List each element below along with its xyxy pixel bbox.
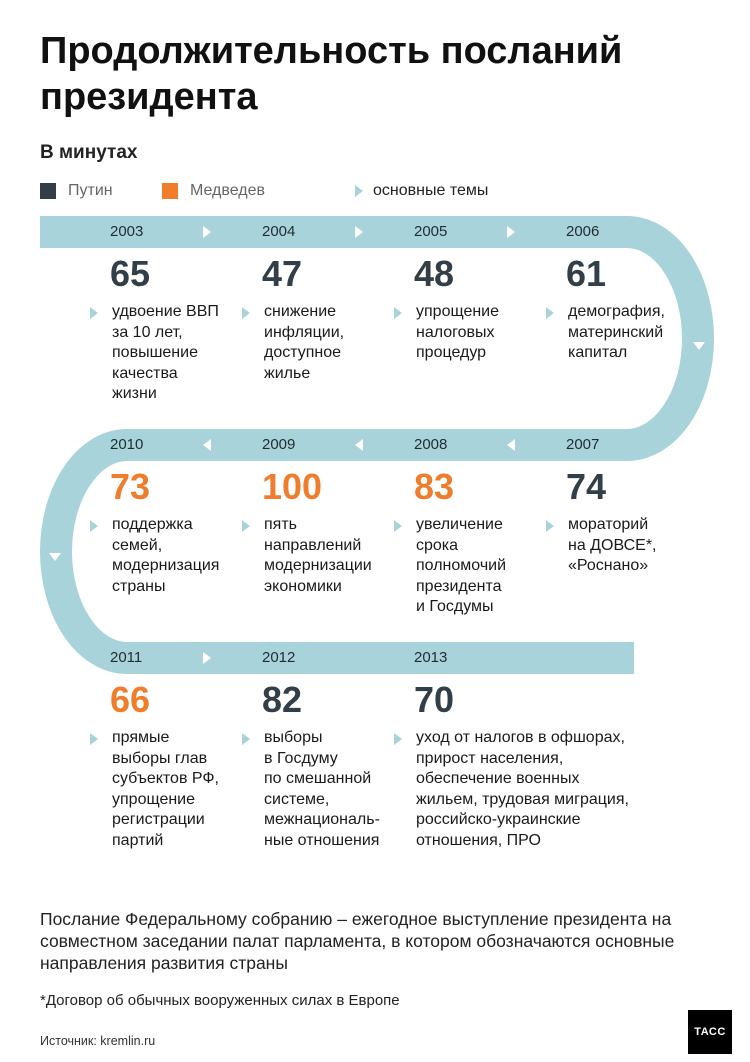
duration-value: 82 bbox=[262, 679, 303, 720]
page-title: Продолжительность посланий президента bbox=[40, 30, 623, 118]
topic-triangle-icon bbox=[394, 520, 402, 532]
topics-list bbox=[90, 728, 219, 851]
source: Источник: kremlin.ru bbox=[40, 1034, 156, 1048]
topics-list bbox=[546, 515, 657, 577]
topic-triangle-icon bbox=[242, 520, 250, 532]
topic-triangle-icon bbox=[546, 307, 554, 319]
year-label: 2012 bbox=[262, 649, 296, 666]
topic-triangle-icon bbox=[546, 520, 554, 532]
topic-text: пять направлений модернизации экономики bbox=[264, 516, 372, 595]
duration-value: 83 bbox=[414, 466, 455, 507]
topics-list bbox=[394, 728, 629, 851]
legend-themes-label: основные темы bbox=[373, 182, 489, 199]
duration-value: 100 bbox=[262, 466, 323, 507]
topic-text: упрощение налоговых процедур bbox=[416, 303, 500, 361]
topic-text: снижение инфляции, доступное жилье bbox=[264, 303, 345, 382]
year-label: 2013 bbox=[414, 649, 448, 666]
topic-text: демография, материнский капитал bbox=[568, 303, 665, 361]
duration-value: 73 bbox=[110, 466, 151, 507]
duration-value: 74 bbox=[566, 466, 607, 507]
year-label: 2004 bbox=[262, 223, 296, 240]
year-label: 2008 bbox=[414, 436, 448, 453]
topic-triangle-icon bbox=[394, 733, 402, 745]
topic-triangle-icon bbox=[90, 307, 98, 319]
topic-triangle-icon bbox=[242, 307, 250, 319]
duration-value: 66 bbox=[110, 679, 151, 720]
duration-value: 61 bbox=[566, 253, 607, 294]
duration-value: 70 bbox=[414, 679, 455, 720]
legend-putin-label: Путин bbox=[68, 182, 113, 199]
topics-list bbox=[242, 302, 344, 384]
year-label: 2006 bbox=[566, 223, 600, 240]
year-label: 2009 bbox=[262, 436, 296, 453]
year-label: 2005 bbox=[414, 223, 448, 240]
year-label: 2003 bbox=[110, 223, 144, 240]
topics-list bbox=[546, 302, 665, 364]
tass-logo: ТАСС bbox=[688, 1010, 732, 1054]
topics-list bbox=[90, 515, 219, 597]
topic-triangle-icon bbox=[394, 307, 402, 319]
topic-triangle-icon bbox=[90, 733, 98, 745]
topic-triangle-icon bbox=[242, 733, 250, 745]
legend-medvedev-label: Медведев bbox=[190, 182, 265, 199]
topic-triangle-icon bbox=[90, 520, 98, 532]
topic-text: увеличение срока полномочий президента и Госдумы bbox=[416, 516, 507, 615]
year-label: 2007 bbox=[566, 436, 600, 453]
year-label: 2011 bbox=[110, 649, 143, 666]
topic-text: удвоение ВВП за 10 лет, повышение качества жизни bbox=[112, 303, 219, 402]
duration-value: 47 bbox=[262, 253, 303, 294]
chart-subtitle: В минутах bbox=[40, 142, 138, 163]
topic-text: мораторий на ДОВСЕ*, «Роснано» bbox=[568, 516, 657, 574]
topics-list bbox=[394, 515, 506, 618]
topic-text: выборы в Госдуму по смешанной системе, межнациональ- ные отношения bbox=[264, 729, 380, 849]
topic-text: поддержка семей, модернизация страны bbox=[112, 516, 220, 595]
topic-text: прямые выборы глав субъектов РФ, упрощение регистрации партий bbox=[112, 729, 219, 849]
topics-list bbox=[242, 515, 372, 597]
topic-text: уход от налогов в офшорах, прирост населения, обеспечение военных жильем, трудовая миграция, российско-украинские отношения, ПРО bbox=[416, 729, 629, 849]
topics-list bbox=[394, 302, 499, 364]
description: Послание Федеральному собранию – ежегодное выступление президента на совместном заседании палат парламента, в котором обозначаются основные направления развития страны bbox=[40, 909, 675, 973]
topics-list bbox=[242, 728, 380, 851]
duration-value: 65 bbox=[110, 253, 151, 294]
topics-list bbox=[90, 302, 219, 405]
year-label: 2010 bbox=[110, 436, 144, 453]
footnote: *Договор об обычных вооруженных силах в Европе bbox=[40, 992, 400, 1009]
duration-value: 48 bbox=[414, 253, 455, 294]
